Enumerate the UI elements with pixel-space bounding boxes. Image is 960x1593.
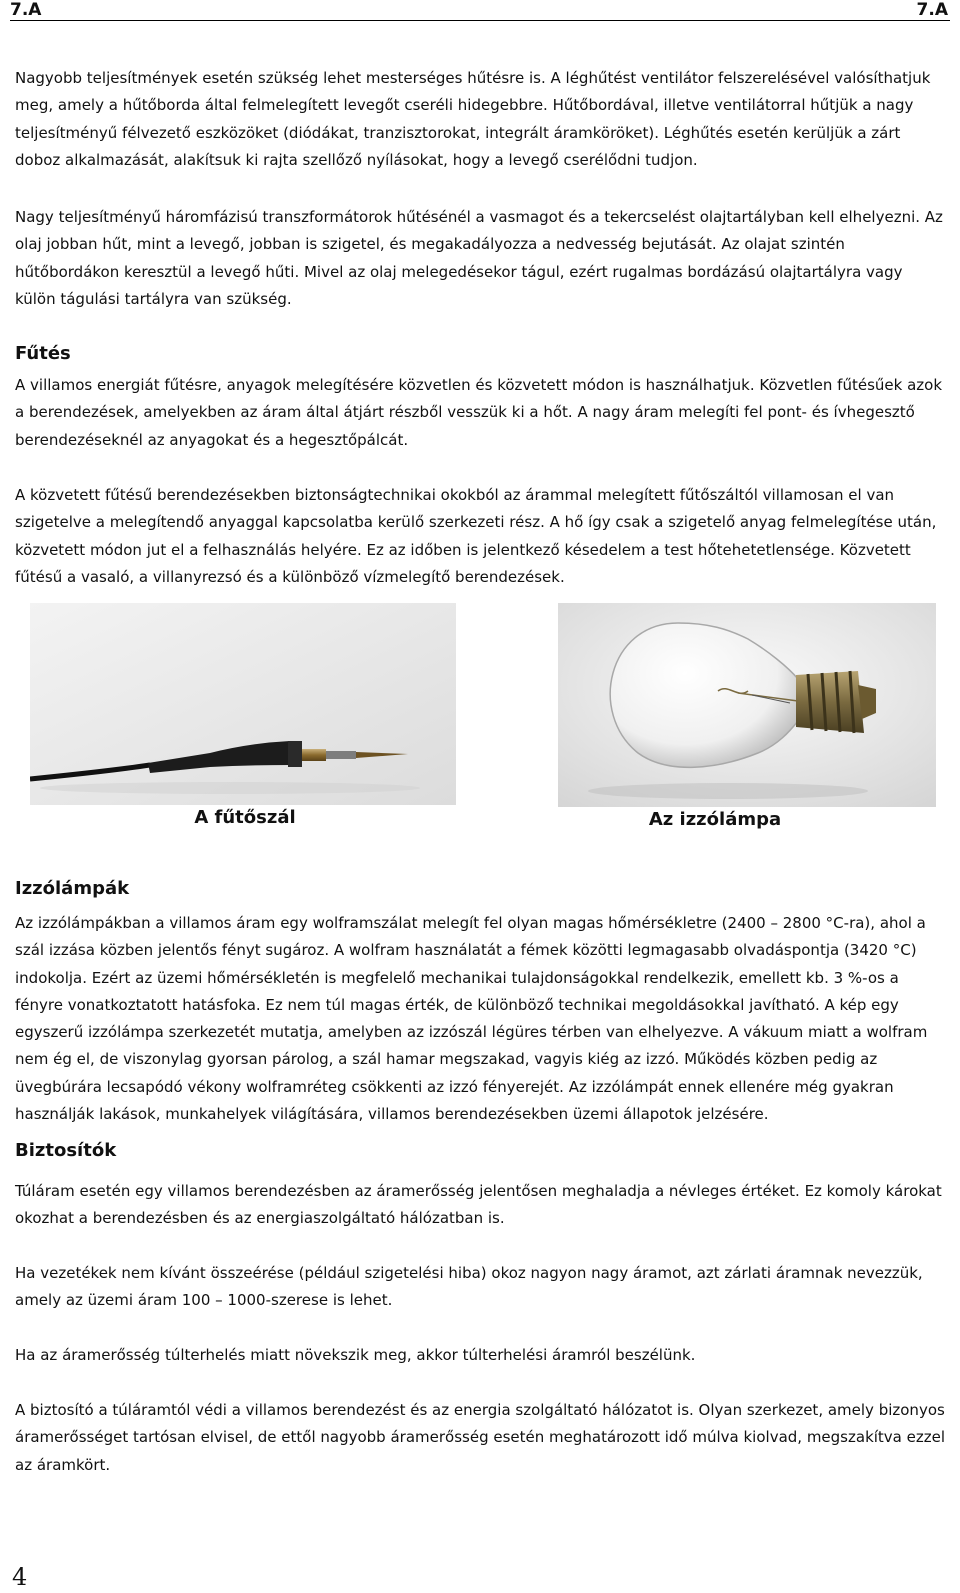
page-number: 4 <box>12 1563 28 1591</box>
paragraph-heating-direct: A villamos energiát fűtésre, anyagok melegítésére közvetlen és közvetett módon is használhatjuk. Közvetlen fűtésűek azok a berendezések, amelyekben az áram által átjárt részből vesszük ki a hőt. A nagy áram melegíti fel pont- és ívhegesztő berendezéseknél az anyagokat és a hegesztőpálcát. <box>15 376 943 449</box>
heading-izzolampak: Izzólámpák <box>15 878 130 899</box>
soldering-iron-image <box>30 603 456 805</box>
header-left: 7.A <box>10 0 42 20</box>
paragraph-cooling-oil: Nagy teljesítményű háromfázisú transzformátorok hűtésénél a vasmagot és a tekercselést olajtartályban kell elhelyezni. Az olaj jobban hűt, mint a levegő, jobban is szigetel, és megakadályozza a nedvesség bejutását. Az olajat szintén hűtőbordákon keresztül a levegő hűti. Mivel az olaj melegedésekor tágul, ezért rugalmas bordázású olajtartályra vagy külön tágulási tartályra van szükség. <box>15 208 943 308</box>
header-rule <box>10 20 950 21</box>
paragraph-overload: Ha az áramerősség túlterhelés miatt növekszik meg, akkor túlterhelési áramról beszélünk. <box>15 1346 696 1364</box>
caption-heating-wire: A fűtőszál <box>194 807 296 828</box>
paragraph-cooling-air: Nagyobb teljesítmények esetén szükség lehet mesterséges hűtésre is. A léghűtést ventilátor felszerelésével valósíthatjuk meg, amely a hűtőborda által felmelegített levegőt cseréli hidegebbre. Hűtőbordával, illetve ventilátorral hűtjük a nagy teljesítményű félvezető eszközöket (diódákat, tranzisztorokat, integrált áramköröket). Léghűtés esetén kerüljük a zárt doboz alkalmazását, alakítsuk ki rajta szellőző nyílásokat, hogy a levegő cserélődni tudjon. <box>15 69 931 169</box>
heading-futes: Fűtés <box>15 343 71 364</box>
caption-light-bulb: Az izzólámpa <box>648 809 782 830</box>
light-bulb-image <box>558 603 936 807</box>
paragraph-fuse: A biztosító a túláramtól védi a villamos berendezést és az energia szolgáltató hálózatot is. Olyan szerkezet, amely bizonyos áramerősséget tartósan elvisel, de ettől nagyobb áramerősség esetén meghatározott idő múlva kiolvad, megszakítva ezzel az áramkört. <box>15 1401 946 1474</box>
paragraph-short-circuit: Ha vezetékek nem kívánt összeérése (például szigetelési hiba) okoz nagyon nagy áramot, azt zárlati áramnak nevezzük, amely az üzemi áram 100 – 1000-szerese is lehet. <box>15 1264 923 1310</box>
header-right: 7.A <box>916 0 948 20</box>
paragraph-light-bulbs: Az izzólámpákban a villamos áram egy wolframszálat melegít fel olyan magas hőmérsékletre (2400 – 2800 °C-ra), ahol a szál izzása közben jelentős fényt sugároz. A wolfram használatát a fémek közötti legmagasabb olvadáspontja (3420 °C) indokolja. Ezért az üzemi hőmérsékletén is megfelelő mechanikai tulajdonságokkal rendelkezik, emellett kb. 3 %-os a fényre vonatkoztatott hatásfoka. Ez nem túl magas érték, de különböző technikai megoldásokkal javítható. A kép egy egyszerű izzólámpa szerkezetét mutatja, amelyben az izzószál légüres térben van elhelyezve. A vákuum miatt a wolfram nem ég el, de viszonylag gyorsan párolog, a szál hamar megszakad, vagyis kiég az izzó. Működés közben pedig az üvegbúrára lecsapódó vékony wolframréteg csökkenti az izzó fényerejét. Az izzólámpát ennek ellenére még gyakran használják lakások, munkahelyek világítására, villamos berendezésekben üzemi állapotok jelzésére. <box>15 914 928 1124</box>
heading-biztositok: Biztosítók <box>15 1140 117 1161</box>
paragraph-heating-indirect: A közvetett fűtésű berendezésekben biztonságtechnikai okokból az árammal melegített fűtőszáltól villamosan el van szigetelve a melegítendő anyaggal kapcsolatba kerülő szerkezeti rész. A hő így csak a szigetelő anyag felmelegítése után, közvetett módon jut el a felhasználás helyére. Ez az időben is jelentkező késedelem a test hőtehetetlensége. Közvetett fűtésű a vasaló, a villanyrezsó és a különböző vízmelegítő berendezések. <box>15 486 937 586</box>
paragraph-overcurrent: Túláram esetén egy villamos berendezésben az áramerősség jelentősen meghaladja a névleges értéket. Ez komoly károkat okozhat a berendezésben és az energiaszolgáltató hálózatban is. <box>15 1182 942 1228</box>
